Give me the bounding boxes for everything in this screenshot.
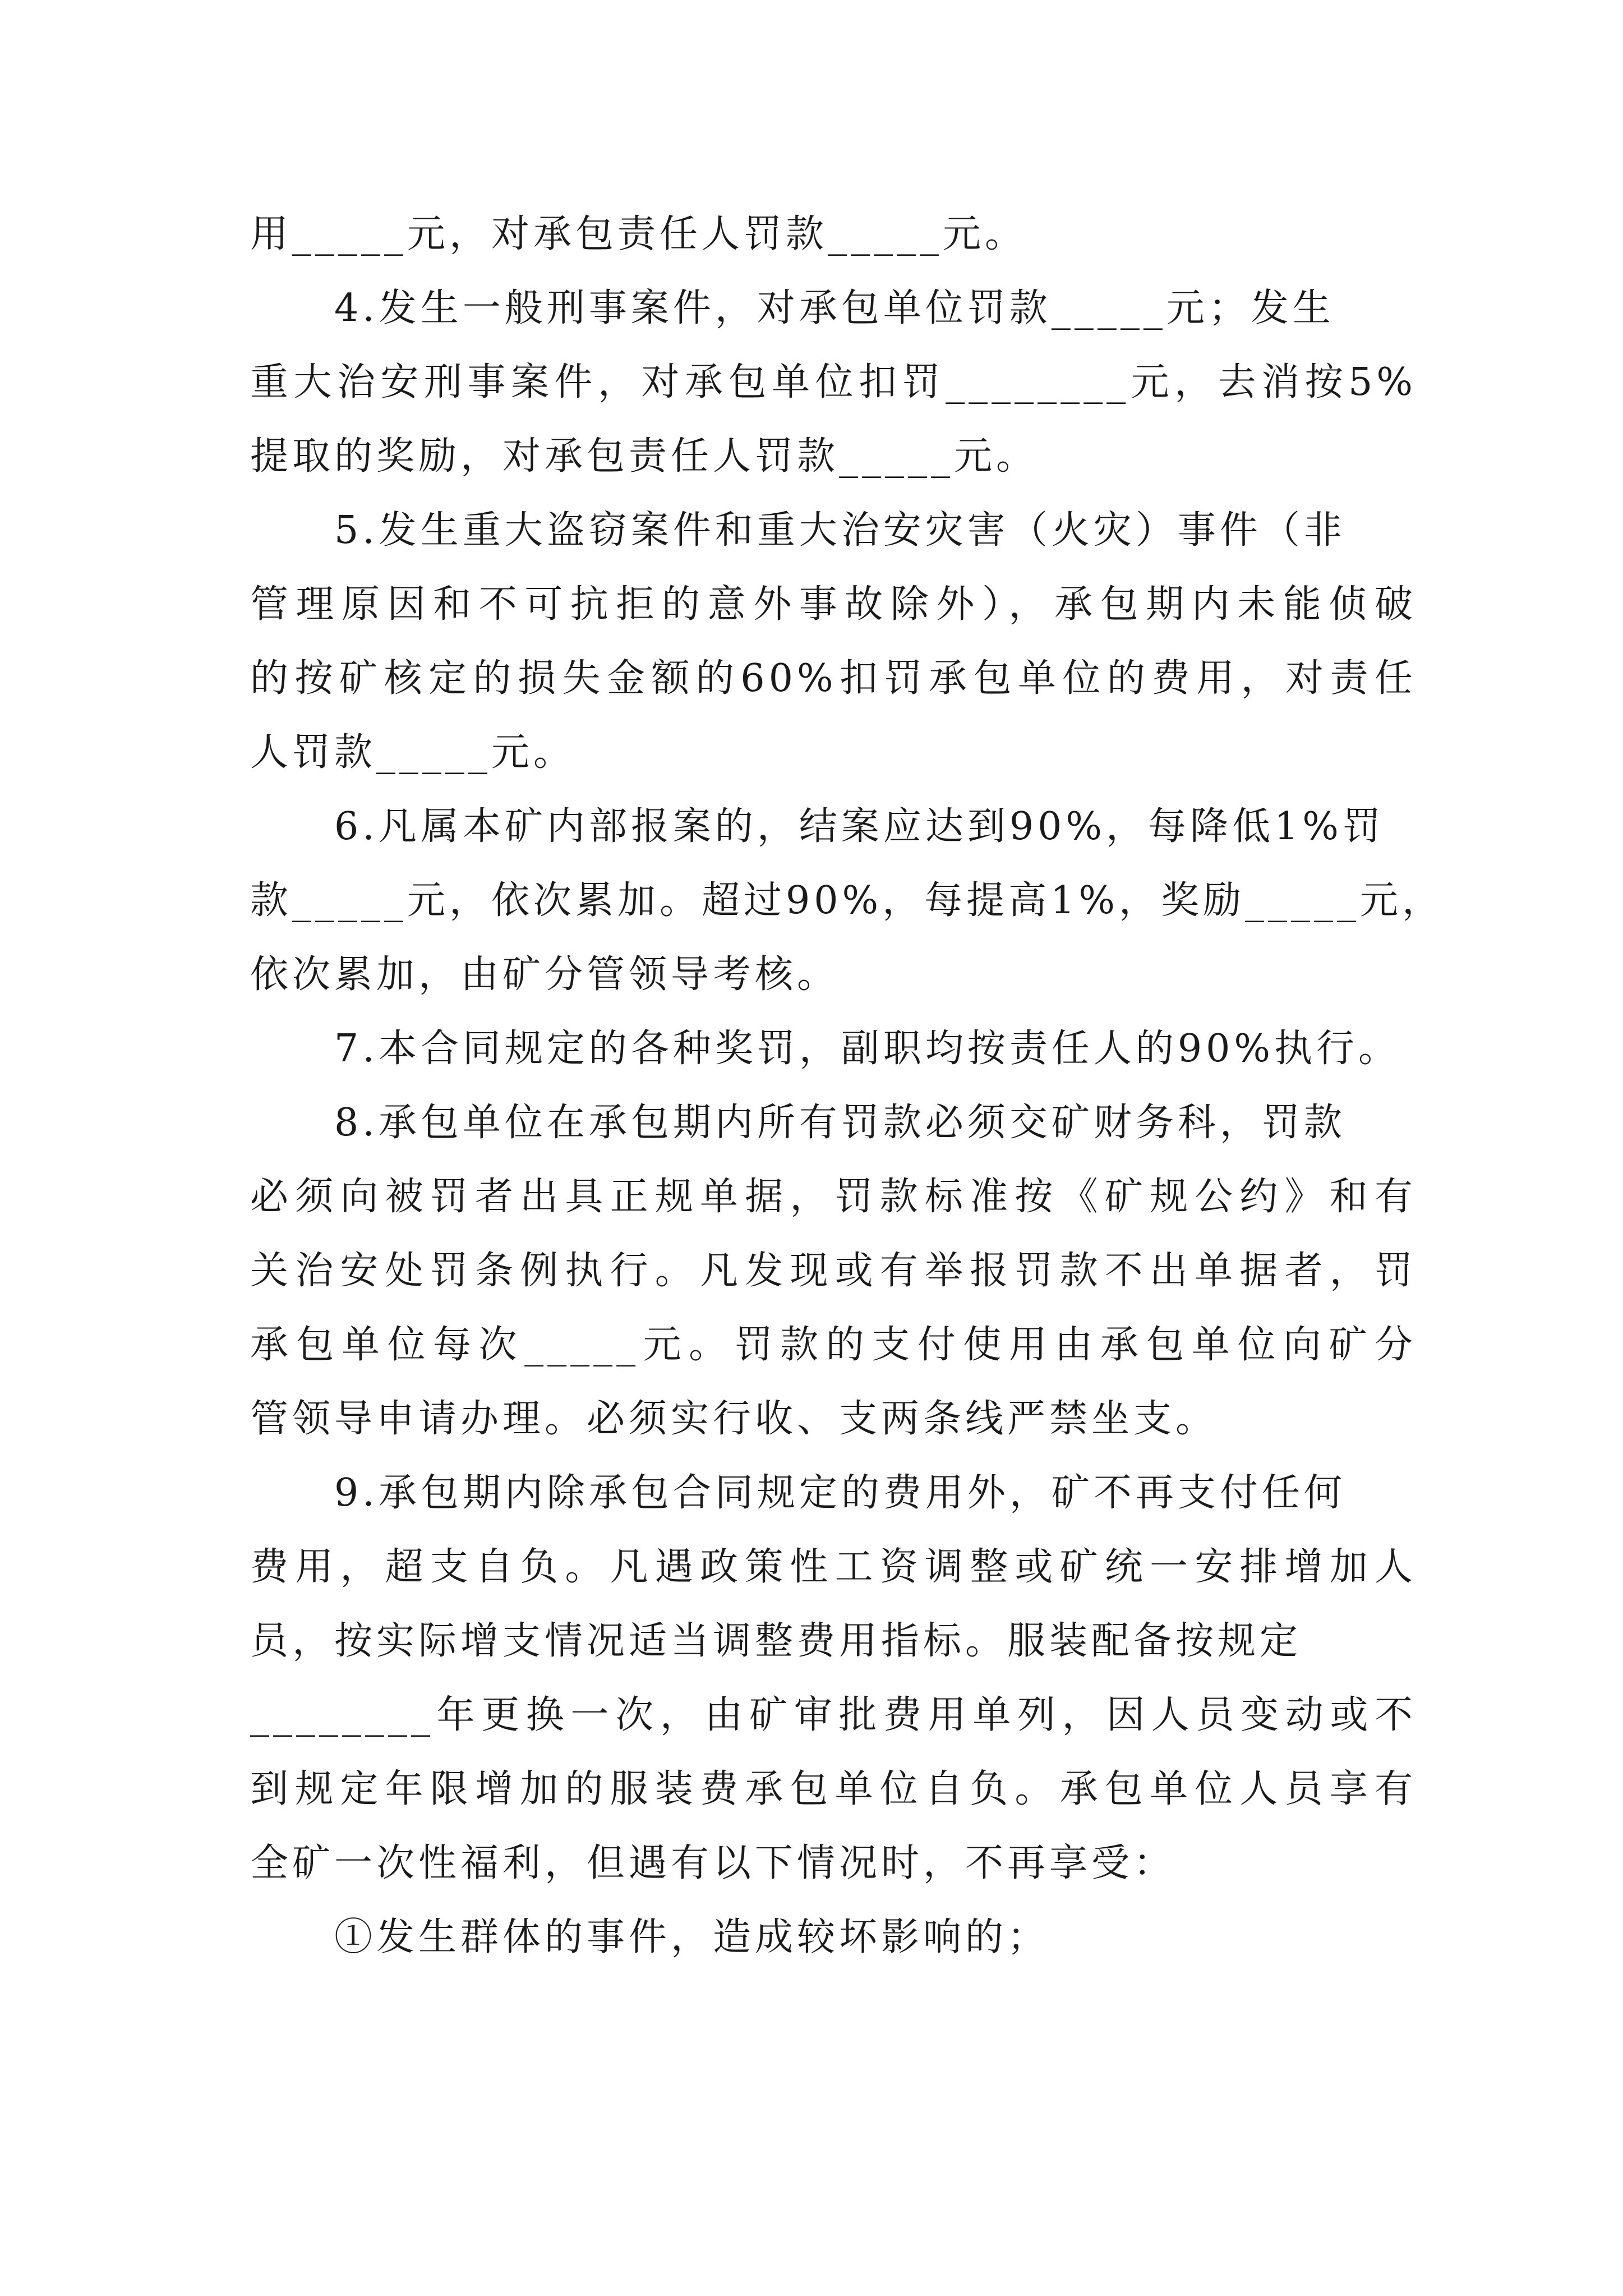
text-line: 费用，超支自负。凡遇政策性工资调整或矿统一安排增加人 bbox=[250, 1545, 1417, 1589]
text-line: 必须向被罚者出具正规单据，罚款标准按《矿规公约》和有 bbox=[250, 1175, 1417, 1219]
text-line: 款_____元，依次累加。超过90%，每提高1%，奖励_____元， bbox=[250, 878, 1445, 923]
text-line: 管领导申请办理。必须实行收、支两条线严禁坐支。 bbox=[250, 1397, 1218, 1441]
text-line: 全矿一次性福利，但遇有以下情况时，不再享受： bbox=[250, 1841, 1176, 1885]
text-line: 到规定年限增加的服装费承包单位自负。承包单位人员享有 bbox=[250, 1767, 1417, 1811]
text-line: 承包单位每次_____元。罚款的支付使用由承包单位向矿分 bbox=[250, 1323, 1417, 1367]
text-line: 管理原因和不可抗拒的意外事故除外），承包期内未能侦破 bbox=[250, 582, 1417, 627]
paragraph-5-line-1: 5.发生重大盗窃案件和重大治安灾害（火灾）事件（非 bbox=[334, 508, 1346, 553]
text-line: ________年更换一次，由矿审批费用单列，因人员变动或不 bbox=[250, 1693, 1417, 1737]
text-line: 的按矿核定的损失金额的60%扣罚承包单位的费用，对责任 bbox=[250, 656, 1417, 701]
paragraph-8-line-1: 8.承包单位在承包期内所有罚款必须交矿财务科，罚款 bbox=[334, 1101, 1346, 1145]
paragraph-9-line-1: 9.承包期内除承包合同规定的费用外，矿不再支付任何 bbox=[334, 1471, 1346, 1515]
text-line: 人罚款_____元。 bbox=[250, 730, 576, 775]
text-line: 关治安处罚条例执行。凡发现或有举报罚款不出单据者，罚 bbox=[250, 1249, 1417, 1293]
paragraph-4-line-1: 4.发生一般刑事案件，对承包单位罚款_____元；发生 bbox=[334, 286, 1335, 330]
text-line: 依次累加，由矿分管领导考核。 bbox=[250, 953, 840, 997]
paragraph-6-line-1: 6.凡属本矿内部报案的，结案应达到90%，每降低1%罚 bbox=[334, 804, 1385, 849]
paragraph-7-line-1: 7.本合同规定的各种奖罚，副职均按责任人的90%执行。 bbox=[334, 1027, 1401, 1071]
text-line: 提取的奖励，对承包责任人罚款_____元。 bbox=[250, 434, 1039, 478]
text-line: 用_____元，对承包责任人罚款_____元。 bbox=[250, 212, 1027, 256]
text-line: 员，按实际增支情况适当调整费用指标。服装配备按规定 bbox=[250, 1619, 1302, 1663]
list-item-1: ①发生群体的事件，造成较坏影响的； bbox=[334, 1915, 1050, 1959]
text-line: 重大治安刑事案件，对承包单位扣罚________元，去消按5% bbox=[250, 360, 1417, 404]
